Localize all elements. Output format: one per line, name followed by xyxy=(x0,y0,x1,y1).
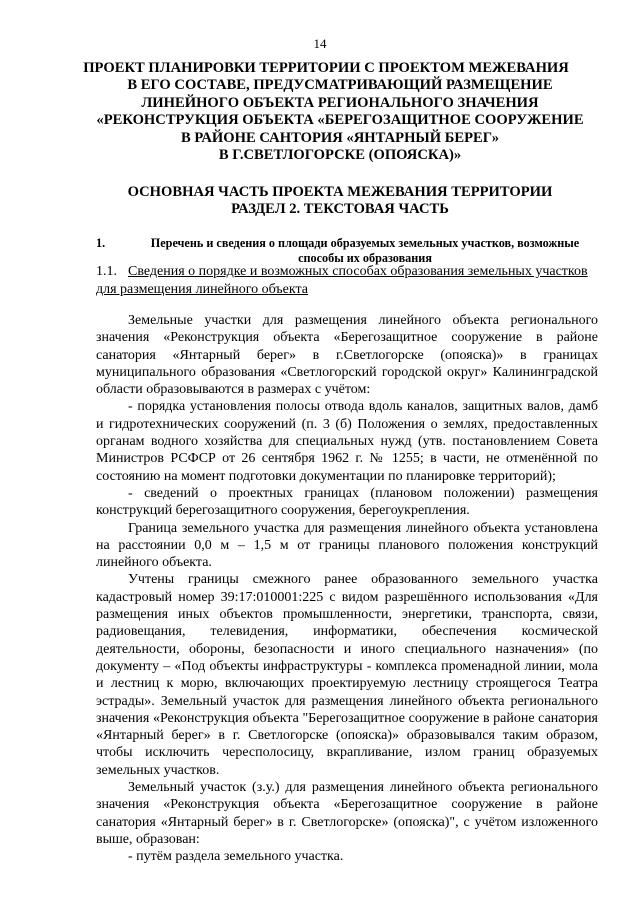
subitem-text: Сведения о порядке и возможных способах образования земельных участков для размещения линейного объекта xyxy=(96,264,588,297)
title-line: В ЕГО СОСТАВЕ, ПРЕДУСМАТРИВАЮЩИЙ РАЗМЕЩЕНИЕ xyxy=(127,77,553,94)
paragraph: Земельные участки для размещения линейного объекта регионального значения «Реконструкция объекта «Берегозащитное сооружение в районе санатория «Янтарный берег» в г.Светлогорске (опояска)» в границах муниципального образования «Светлогорский городской округ» Калининградской области образовываются в размерах с учётом: xyxy=(96,313,598,398)
section-title xyxy=(70,184,610,219)
section-title-line: ОСНОВНАЯ ЧАСТЬ ПРОЕКТА МЕЖЕВАНИЯ ТЕРРИТОРИИ xyxy=(127,184,553,200)
title-line: В Г.СВЕТЛОГОРСКЕ (ОПОЯСКА)» xyxy=(218,147,462,164)
title-line: ПРОЕКТ ПЛАНИРОВКИ ТЕРРИТОРИИ С ПРОЕКТОМ МЕЖЕВАНИЯ xyxy=(83,60,569,76)
list-item-text: Перечень и сведения о площади образуемых земельных участков, возможные способы их образования xyxy=(150,236,580,265)
page-number: 14 xyxy=(313,36,327,51)
title-line: В РАЙОНЕ САНТОРИЯ «ЯНТАРНЫЙ БЕРЕГ» xyxy=(180,129,500,146)
document-title xyxy=(70,60,610,164)
paragraph: Учтены границы смежного ранее образованного земельного участка кадастровый номер 39:17:010001:225 с видом разрешённого использования «Для размещения иных объектов промышленности, энергетики, транспорта, связи, радиовещания, телевидения, информатики, обеспечения космической деятельности, обороны, безопасности и иного специального назначения» (по документу – «Под объекты инфраструктуры - комплекса променадной линии, мола и лестниц к морю, включающих проектируемую лестницу строящегося Театра эстрады». Земельный участок для размещения линейного объекта регионального значения «Реконструкция объекта "Берегозащитное сооружение в районе санатория «Янтарный берег» в г. Светлогорске (опояска)» образовывался таким образом, чтобы исключить чересполосицу, вкрапливание, излом границ образуемых земельных участков. xyxy=(96,572,598,778)
subitem-1-1 xyxy=(96,263,598,298)
section-title-line: РАЗДЕЛ 2. ТЕКСТОВАЯ ЧАСТЬ xyxy=(231,201,449,218)
title-line: ЛИНЕЙНОГО ОБЪЕКТА РЕГИОНАЛЬНОГО ЗНАЧЕНИЯ xyxy=(141,94,539,111)
list-item-1 xyxy=(96,236,596,265)
paragraph: Граница земельного участка для размещения линейного объекта установлена на расстоянии 0,0 м – 1,5 м от границы планового положения конструкций линейного объекта. xyxy=(96,520,598,571)
paragraph: - сведений о проектных границах (плановом положении) размещения конструкций берегозащитного сооружения, берегоукрепления. xyxy=(96,485,598,519)
paragraph: - порядка установления полосы отвода вдоль каналов, защитных валов, дамб и гидротехнических сооружений (п. 3 (б) Положения о землях, предоставленных органам водного хозяйства для специальных нужд (утв. постановлением Совета Министров РСФСР от 26 сентября 1962 г. № 1255; в части, не отменённой по состоянию на момент подготовки документации по планировке территорий); xyxy=(96,399,598,484)
body-text xyxy=(96,312,598,866)
paragraph: Земельный участок (з.у.) для размещения линейного объекта регионального значения «Реконструкция объекта «Берегозащитное сооружение в районе санатория «Янтарный берег» в г. Светлогорске» (опояска)", с учётом изложенного выше, образован: xyxy=(96,780,598,847)
paragraph: - путём раздела земельного участка. xyxy=(128,849,344,865)
list-item-number: 1. xyxy=(96,236,106,250)
subitem-number: 1.1. xyxy=(96,264,117,279)
title-line: «РЕКОНСТРУКЦИЯ ОБЪЕКТА «БЕРЕГОЗАЩИТНОЕ СООРУЖЕНИЕ xyxy=(96,112,584,129)
